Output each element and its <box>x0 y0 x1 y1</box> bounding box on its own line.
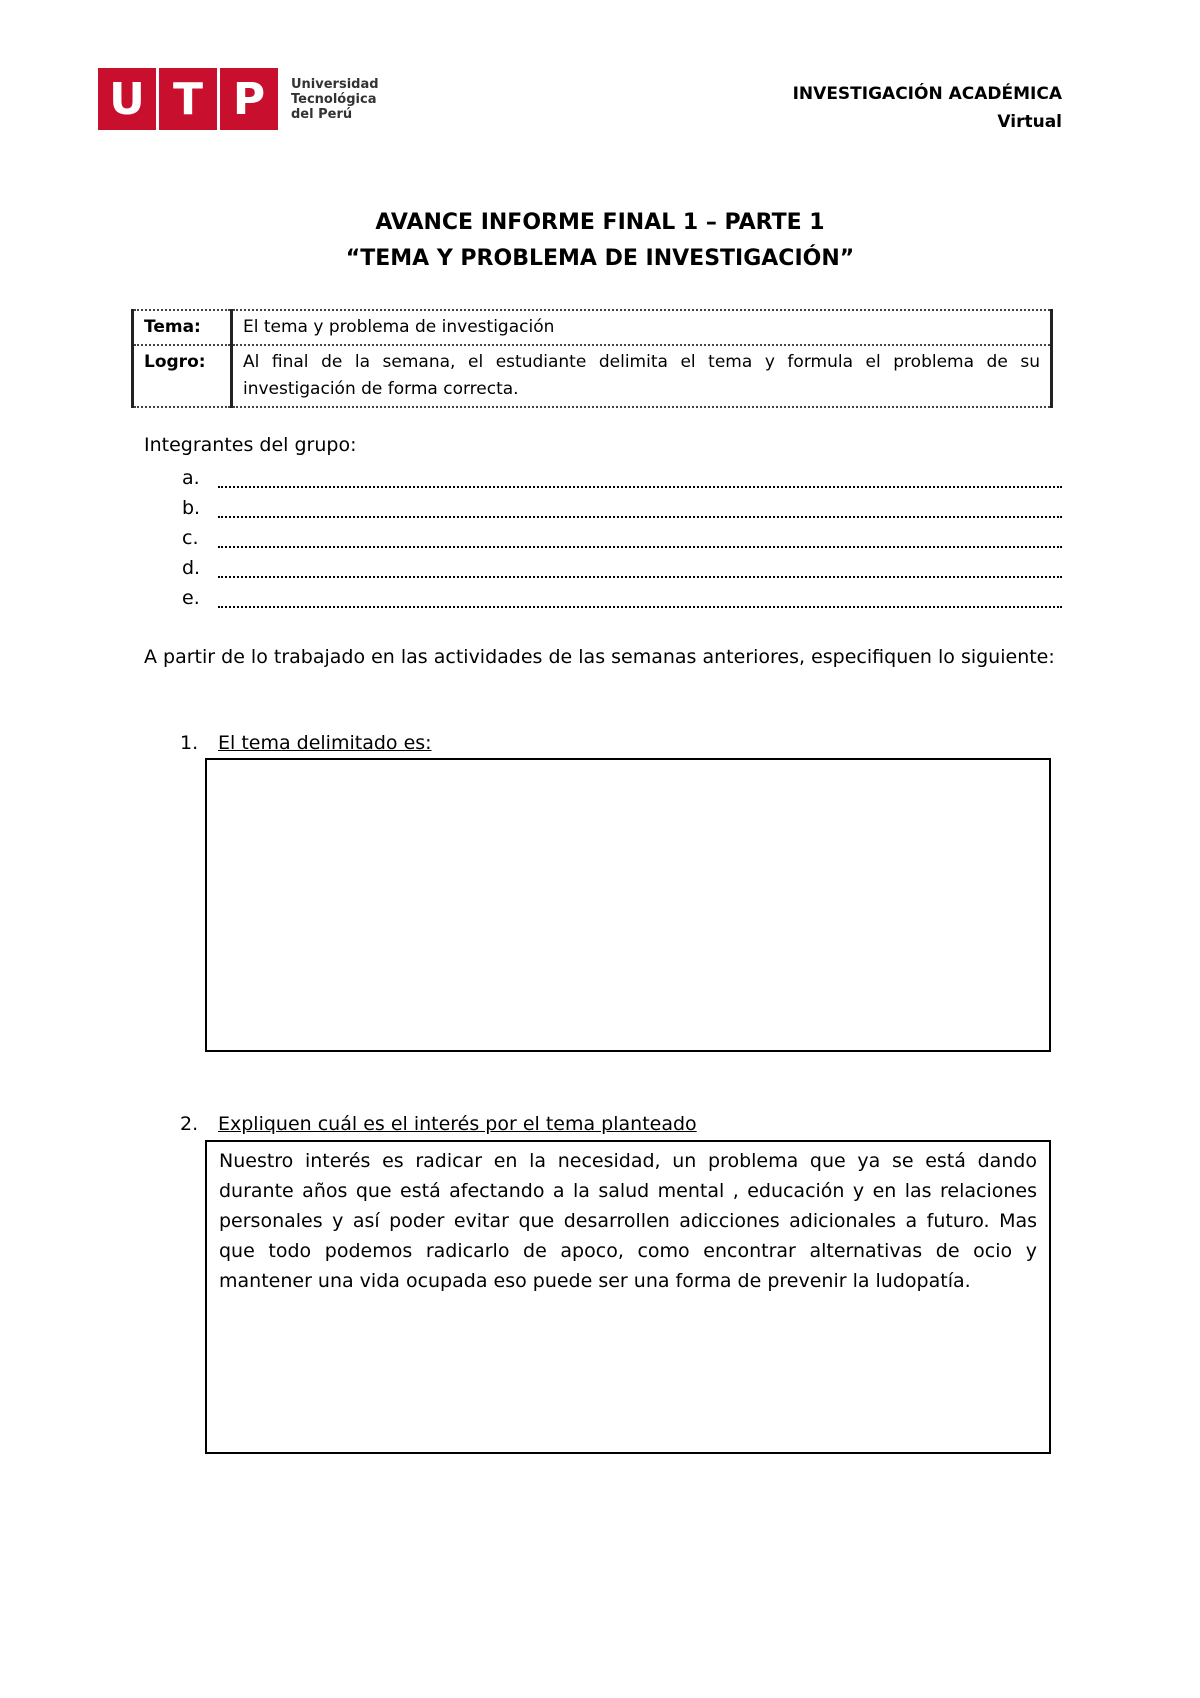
question-number: 1. <box>180 732 199 754</box>
logro-label: Logro: <box>133 345 232 407</box>
logo-text-line: Tecnológica <box>291 91 377 107</box>
question-1 <box>0 732 432 754</box>
tema-value: El tema y problema de investigación <box>232 310 1052 345</box>
document-title: AVANCE INFORME FINAL 1 – PARTE 1 <box>375 210 825 235</box>
member-name-field[interactable] <box>218 592 1062 608</box>
logo-letter-p: P <box>220 68 278 130</box>
utp-logo <box>98 68 379 130</box>
question-text: Expliquen cuál es el interés por el tema planteado <box>218 1113 697 1135</box>
logo-letter-t: T <box>159 68 217 130</box>
member-name-field[interactable] <box>218 502 1062 518</box>
list-item <box>182 553 1062 583</box>
course-modality: Virtual <box>997 112 1062 132</box>
member-letter: d. <box>182 557 201 579</box>
answer-box-2[interactable] <box>205 1140 1051 1454</box>
course-header <box>793 80 1062 136</box>
member-letter: a. <box>182 467 200 489</box>
logo-text <box>291 77 379 122</box>
answer-text: Nuestro interés es radicar en la necesidad, un problema que ya se está dando durante años que está afectando a la salud mental , educación y en las relaciones personales y así poder evitar que desarrollen adicciones adicionales a futuro. Mas que todo podemos radicarlo de apoco, como encontrar alternativas de ocio y mantener una vida ocupada eso puede ser una forma de prevenir la ludopatía. <box>219 1150 1037 1292</box>
list-item <box>182 523 1062 553</box>
tema-label: Tema: <box>133 310 232 345</box>
logo-text-line: Universidad <box>291 76 379 92</box>
group-members-list <box>182 463 1062 613</box>
info-table <box>131 309 1053 408</box>
member-letter: b. <box>182 497 201 519</box>
list-item <box>182 463 1062 493</box>
table-row <box>133 310 1052 345</box>
list-item <box>182 493 1062 523</box>
group-members-label: Integrantes del grupo: <box>144 434 357 456</box>
member-name-field[interactable] <box>218 472 1062 488</box>
logo-letter-u: U <box>98 68 156 130</box>
question-number: 2. <box>180 1113 199 1135</box>
member-letter: c. <box>182 527 199 549</box>
instructions-paragraph: A partir de lo trabajado en las actividades de las semanas anteriores, especifiquen lo siguiente: <box>144 646 1055 668</box>
question-text: El tema delimitado es: <box>218 732 432 754</box>
member-letter: e. <box>182 587 200 609</box>
answer-box-1[interactable] <box>205 758 1051 1052</box>
question-2 <box>0 1113 697 1135</box>
document-subtitle: “TEMA Y PROBLEMA DE INVESTIGACIÓN” <box>345 246 855 271</box>
logo-text-line: del Perú <box>291 106 353 122</box>
logo-letters <box>98 68 281 130</box>
list-item <box>182 583 1062 613</box>
course-name: INVESTIGACIÓN ACADÉMICA <box>792 84 1062 104</box>
member-name-field[interactable] <box>218 532 1062 548</box>
logro-value: Al final de la semana, el estudiante delimita el tema y formula el problema de su investigación de forma correcta. <box>232 345 1052 407</box>
table-row <box>133 345 1052 407</box>
member-name-field[interactable] <box>218 562 1062 578</box>
